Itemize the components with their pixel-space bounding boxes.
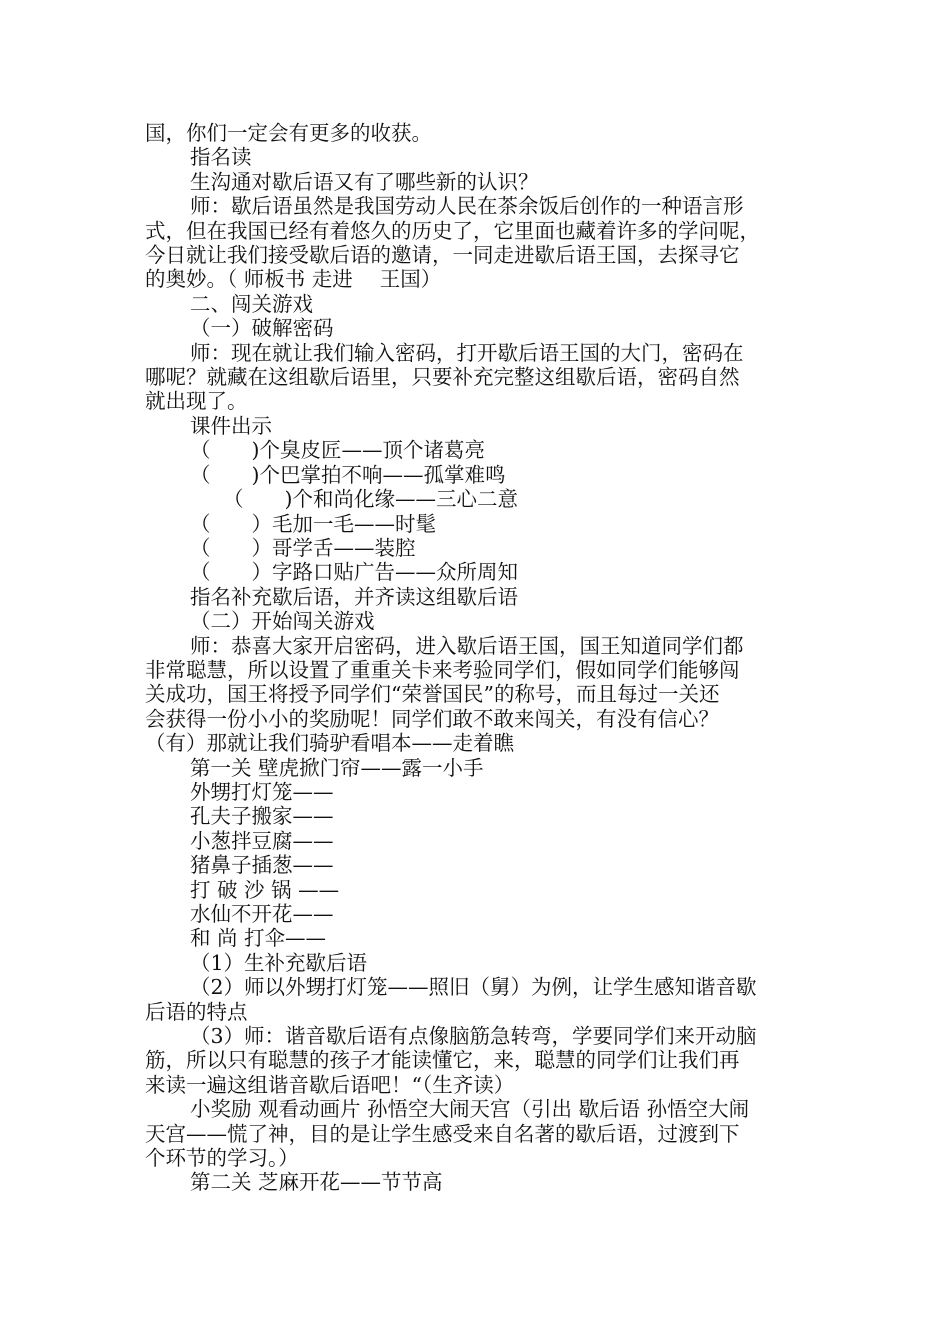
text-line: 会获得一份小小的奖励呢！同学们敢不敢来闯关，有没有信心？ bbox=[145, 706, 719, 731]
text-line: 国，你们一定会有更多的收获。 bbox=[145, 121, 432, 145]
proverb-line: 打 破 沙 锅 —— bbox=[190, 877, 340, 902]
proverb-line: 水仙不开花—— bbox=[190, 902, 334, 926]
text-line: 师：现在就让我们输入密码，打开歇后语王国的大门，密码在 bbox=[190, 340, 744, 365]
text-line: 就出现了。 bbox=[145, 389, 248, 414]
text-line: 非常聪慧，所以设置了重重关卡来考验同学们，假如同学们能够闯 bbox=[145, 657, 740, 682]
text-line: 小奖励 观看动画片 孙悟空大闹天宫（引出 歇后语 孙悟空大闹 bbox=[190, 1097, 750, 1122]
puzzle-line: （ )个和尚化缘——三心二意 bbox=[223, 487, 518, 512]
text-line: 哪呢？就藏在这组歇后语里，只要补充完整这组歇后语，密码自然 bbox=[145, 365, 740, 390]
section-heading: 二、闯关游戏 bbox=[190, 291, 313, 316]
text-line: （2）师以外甥打灯笼——照旧（舅）为例，让学生感知谐音歇 bbox=[190, 975, 757, 1000]
proverb-line: 猪鼻子插葱—— bbox=[190, 853, 334, 878]
text-line: 生沟通对歇后语又有了哪些新的认识？ bbox=[190, 169, 539, 194]
text-line: 指名补充歇后语，并齐读这组歇后语 bbox=[190, 584, 518, 609]
subsection-heading: （一）破解密码 bbox=[190, 316, 334, 341]
text-line: 天宫——慌了神，目的是让学生感受来自名著的歇后语，过渡到下 bbox=[145, 1121, 740, 1146]
text-line: （有）那就让我们骑驴看唱本——走着瞧 bbox=[145, 731, 514, 756]
text-line: 今日就让我们接受歇后语的邀请，一同走进歇后语王国，去探寻它 bbox=[145, 243, 740, 268]
document-body bbox=[145, 121, 825, 1195]
subsection-heading: （二）开始闯关游戏 bbox=[190, 609, 375, 634]
proverb-line: 小葱拌豆腐—— bbox=[190, 828, 334, 853]
text-line: （1）生补充歇后语 bbox=[190, 950, 368, 975]
text-line: 的奥妙。（ 师板书 走进 王国） bbox=[145, 267, 442, 292]
text-line: 筋，所以只有聪慧的孩子才能读懂它，来，聪慧的同学们让我们再 bbox=[145, 1048, 740, 1073]
proverb-line: 和 尚 打伞—— bbox=[190, 926, 327, 951]
text-line: 来读一遍这组谐音歇后语吧！“（生齐读） bbox=[145, 1072, 515, 1097]
puzzle-line: （ ）字路口贴广告——众所周知 bbox=[190, 560, 518, 585]
text-line: 后语的特点 bbox=[145, 999, 248, 1024]
text-line: 师：恭喜大家开启密码，进入歇后语王国，国王知道同学们都 bbox=[190, 633, 744, 658]
puzzle-line: （ ）毛加一毛——时髦 bbox=[190, 511, 436, 536]
text-line: 师：歇后语虽然是我国劳动人民在茶余饭后创作的一种语言形 bbox=[190, 194, 744, 219]
text-line: （3）师：谐音歇后语有点像脑筋急转弯，学要同学们来开动脑 bbox=[190, 1024, 757, 1049]
text-line: 关成功，国王将授予同学们“荣誉国民”的称号，而且每过一关还 bbox=[145, 682, 720, 707]
text-line: 课件出示 bbox=[190, 413, 272, 438]
puzzle-line: （ )个巴掌拍不响——孤掌难鸣 bbox=[190, 462, 506, 487]
text-line: 式，但在我国已经有着悠久的历史了，它里面也藏着许多的学问呢， bbox=[145, 218, 760, 243]
level-heading: 第二关 芝麻开花——节节高 bbox=[190, 1170, 443, 1195]
level-heading: 第一关 壁虎掀门帘——露一小手 bbox=[190, 755, 484, 780]
text-line: 指名读 bbox=[190, 145, 252, 170]
text-line: 个环节的学习。） bbox=[145, 1146, 299, 1171]
puzzle-line: （ ）哥学舌——装腔 bbox=[190, 535, 416, 560]
proverb-line: 孔夫子搬家—— bbox=[190, 804, 334, 829]
proverb-line: 外甥打灯笼—— bbox=[190, 779, 334, 804]
puzzle-line: （ )个臭皮匠——顶个诸葛亮 bbox=[190, 438, 485, 463]
